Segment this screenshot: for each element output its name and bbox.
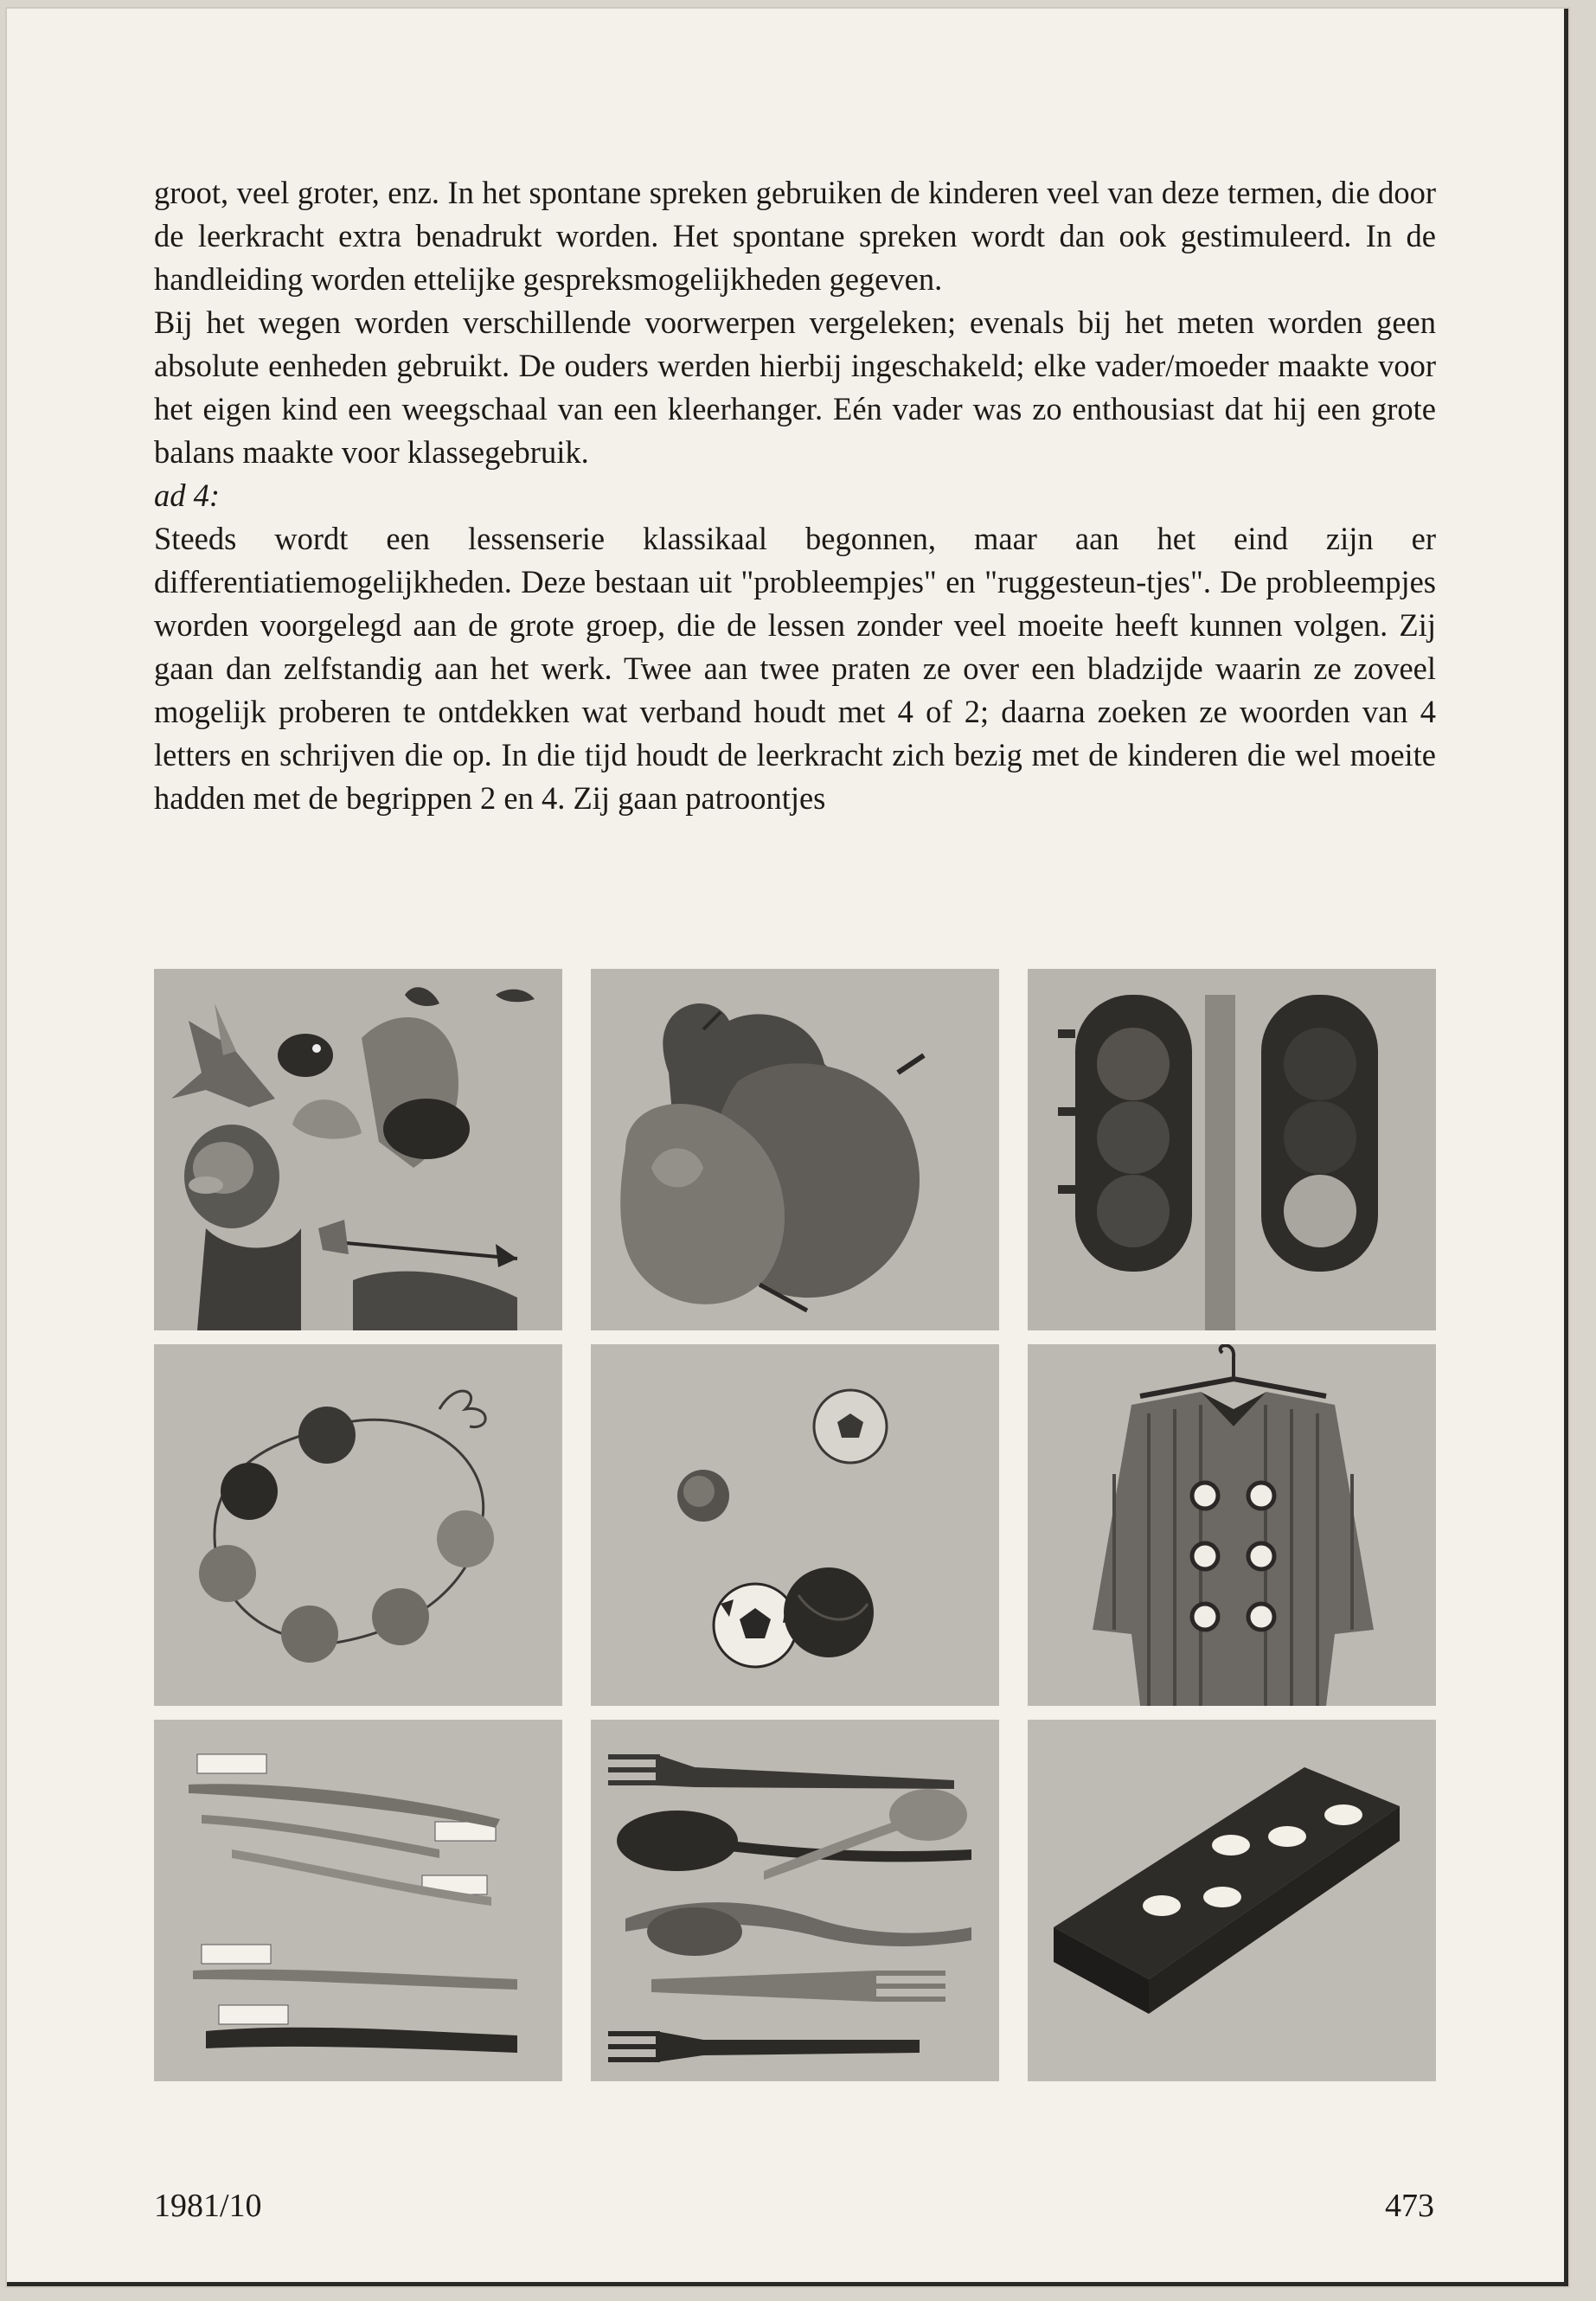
bead-necklace-image xyxy=(154,1344,562,1706)
illustration-grid xyxy=(154,969,1436,2080)
illustration-birds xyxy=(154,969,562,1330)
birds-rooster-duck-image xyxy=(154,969,562,1330)
illustration-balls xyxy=(591,1344,999,1706)
paragraph-1: groot, veel groter, enz. In het spontane spreken gebruiken de kinderen veel van deze termen, die door de leerkracht extra benadrukt worden. Het spontane spreken wordt dan ook gestimuleerd. In de handleiding worden ettelijke gespreksmogelijkheden gegeven. xyxy=(154,175,1436,297)
pears-image xyxy=(591,969,999,1330)
illustration-necklace xyxy=(154,1344,562,1706)
forks-and-spoons-image xyxy=(591,1720,999,2081)
coat-with-buttons-image xyxy=(1028,1344,1436,1706)
section-heading: ad 4: xyxy=(154,478,221,513)
paragraph-2: Bij het wegen worden verschillende voorwerpen vergeleken; evenals bij het meten worden geen absolute eenheden gebruikt. De ouders werden hierbij ingeschakeld; elke vader/moeder maakte voor het eigen kind een weegschaal van een kleerhanger. Eén vader was zo enthousiast dat hij een grote balans maakte voor klassegebruik. xyxy=(154,304,1436,470)
illustration-traffic-lights xyxy=(1028,969,1436,1330)
issue-number: 1981/10 xyxy=(154,2188,262,2224)
body-text xyxy=(154,171,1436,820)
illustration-coat xyxy=(1028,1344,1436,1706)
domino-image xyxy=(1028,1720,1436,2081)
illustration-domino xyxy=(1028,1720,1436,2081)
illustration-toothbrushes xyxy=(154,1720,562,2081)
toothbrushes-image xyxy=(154,1720,562,2081)
page-number: 473 xyxy=(1385,2188,1434,2224)
illustration-cutlery xyxy=(591,1720,999,2081)
balls-image xyxy=(591,1344,999,1706)
illustration-pears xyxy=(591,969,999,1330)
paragraph-3: Steeds wordt een lessenserie klassikaal begonnen, maar aan het eind zijn er differentiatiemogelijkheden. Deze bestaan uit "probleempjes" en "ruggesteun-tjes". De probleempjes worden voorgelegd aan de grote groep, die de lessen zonder veel moeite heeft kunnen volgen. Zij gaan dan zelfstandig aan het werk. Twee aan twee praten ze over een bladzijde waarin ze zoveel mogelijk proberen te ontdekken wat verband houdt met 4 of 2; daarna zoeken ze woorden van 4 letters en schrijven die op. In die tijd houdt de leerkracht zich bezig met de kinderen die wel moeite hadden met de begrippen 2 en 4. Zij gaan patroontjes xyxy=(154,521,1436,816)
traffic-lights-image xyxy=(1028,969,1436,1330)
document-page xyxy=(7,9,1568,2286)
